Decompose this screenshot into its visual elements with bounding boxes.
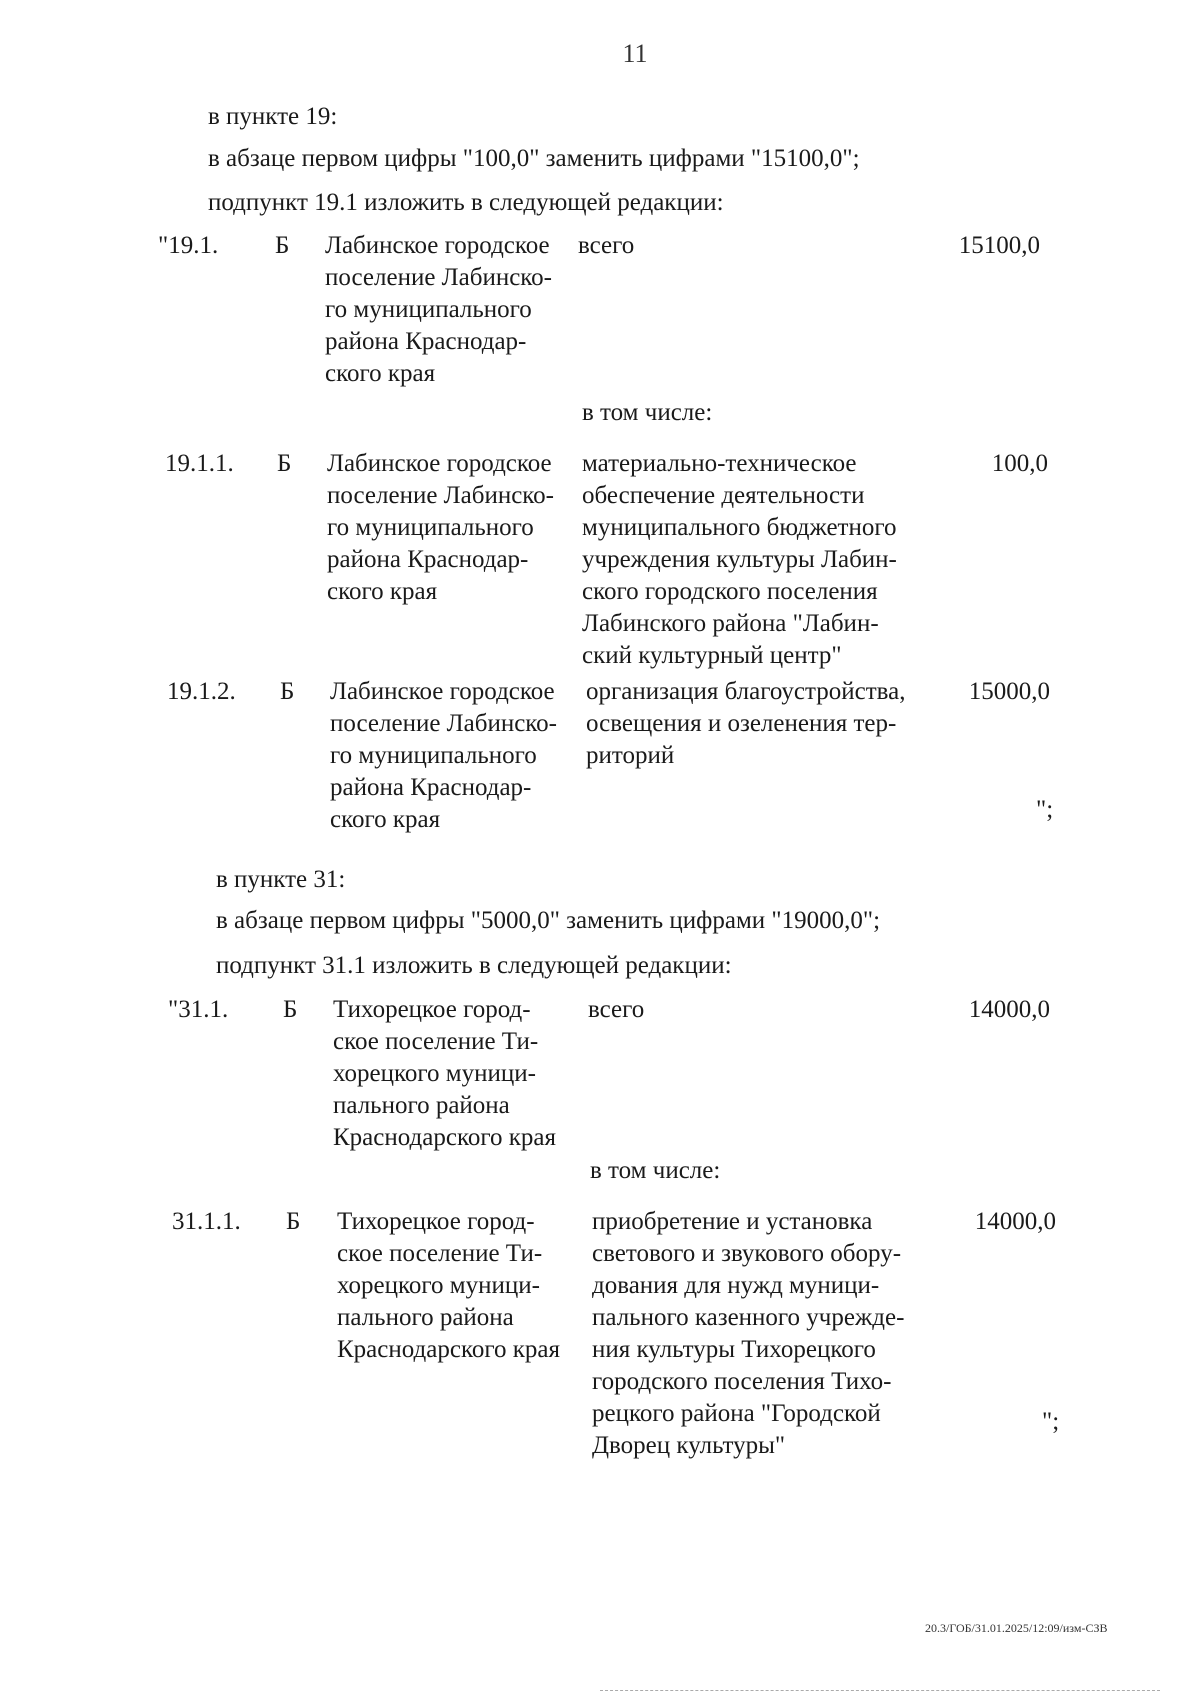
section-heading: в пункте 31:: [216, 866, 346, 893]
recipient-line: го муниципального: [327, 514, 534, 541]
recipient-line: пального района: [333, 1092, 510, 1119]
section-heading: в пункте 19:: [208, 103, 338, 130]
purpose-line: ского городского поселения: [582, 578, 878, 605]
row-purpose: [586, 676, 916, 772]
recipient-line: Тихорецкое город-: [333, 996, 531, 1023]
purpose-line: всего: [578, 232, 635, 259]
purpose-line: муниципального бюджетного: [582, 514, 897, 541]
recipient-line: ское поселение Ти-: [333, 1028, 539, 1055]
recipient-line: поселение Лабинско-: [325, 264, 553, 291]
purpose-line: риторий: [586, 742, 675, 769]
recipient-line: го муниципального: [325, 296, 532, 323]
section-paragraph: подпункт 31.1 изложить в следующей редакции:: [216, 952, 732, 979]
recipient-line: го муниципального: [330, 742, 537, 769]
row-number: 19.1.2.: [167, 678, 236, 705]
row-category: Б: [275, 232, 290, 259]
recipient-line: хорецкого муници-: [337, 1272, 540, 1299]
purpose-line: материально-техническое: [582, 450, 857, 477]
recipient-line: поселение Лабинско-: [327, 482, 555, 509]
recipient-line: ского края: [330, 806, 441, 833]
scan-artifact-line: [600, 1690, 1160, 1692]
recipient-line: пального района: [337, 1304, 514, 1331]
subheader-including: в том числе:: [590, 1157, 721, 1184]
recipient-line: Лабинское городское: [327, 450, 552, 477]
purpose-line: организация благоустройства,: [586, 678, 906, 705]
row-purpose: [582, 448, 912, 672]
row-purpose: [578, 230, 918, 262]
recipient-line: района Краснодар-: [325, 328, 527, 355]
recipient-line: Тихорецкое город-: [337, 1208, 535, 1235]
page-number: 11: [622, 39, 648, 68]
purpose-line: ский культурный центр": [582, 642, 842, 669]
purpose-line: приобретение и установка: [592, 1208, 873, 1235]
recipient-line: Краснодарского края: [337, 1336, 560, 1363]
recipient-line: ского края: [327, 578, 438, 605]
recipient-line: ское поселение Ти-: [337, 1240, 543, 1267]
closing-quote: ";: [1042, 1408, 1060, 1435]
section-paragraph: подпункт 19.1 изложить в следующей редакции:: [208, 189, 724, 216]
purpose-line: Лабинского района "Лабин-: [582, 610, 879, 637]
section-paragraph: в абзаце первом цифры "100,0" заменить цифрами "15100,0";: [208, 145, 860, 172]
row-number: 31.1.1.: [172, 1208, 241, 1235]
row-amount: 15000,0: [968, 678, 1050, 705]
row-amount: 15100,0: [958, 232, 1040, 259]
recipient-line: поселение Лабинско-: [330, 710, 558, 737]
row-amount: 14000,0: [968, 996, 1050, 1023]
purpose-line: освещения и озеленения тер-: [586, 710, 897, 737]
purpose-line: Дворец культуры": [592, 1432, 786, 1459]
section-paragraph: в абзаце первом цифры "5000,0" заменить цифрами "19000,0";: [216, 907, 881, 934]
recipient-line: Лабинское городское: [325, 232, 550, 259]
row-number: "19.1.: [158, 232, 219, 259]
row-category: Б: [283, 996, 298, 1023]
recipient-line: ского края: [325, 360, 436, 387]
row-recipient: [333, 994, 578, 1154]
document-code: 20.3/ГОБ/31.01.2025/12:09/изм-СЗВ: [925, 1621, 1108, 1635]
row-number: "31.1.: [168, 996, 229, 1023]
purpose-line: учреждения культуры Лабин-: [582, 546, 897, 573]
row-category: Б: [277, 450, 292, 477]
row-purpose: [588, 994, 928, 1026]
purpose-line: всего: [588, 996, 645, 1023]
purpose-line: городского поселения Тихо-: [592, 1368, 892, 1395]
purpose-line: рецкого района "Городской: [592, 1400, 881, 1427]
recipient-line: района Краснодар-: [327, 546, 529, 573]
recipient-line: хорецкого муници-: [333, 1060, 536, 1087]
purpose-line: светового и звукового обору-: [592, 1240, 902, 1267]
row-category: Б: [286, 1208, 301, 1235]
row-recipient: [337, 1206, 582, 1366]
purpose-line: ния культуры Тихорецкого: [592, 1336, 876, 1363]
row-recipient: [327, 448, 572, 608]
row-recipient: [330, 676, 575, 836]
row-amount: 100,0: [991, 450, 1048, 477]
row-category: Б: [280, 678, 295, 705]
recipient-line: Лабинское городское: [330, 678, 555, 705]
purpose-line: дования для нужд муници-: [592, 1272, 880, 1299]
purpose-line: обеспечение деятельности: [582, 482, 865, 509]
subheader-including: в том числе:: [582, 399, 713, 426]
recipient-line: Краснодарского края: [333, 1124, 556, 1151]
closing-quote: ";: [1036, 796, 1054, 823]
purpose-line: пального казенного учрежде-: [592, 1304, 905, 1331]
row-number: 19.1.1.: [165, 450, 234, 477]
recipient-line: района Краснодар-: [330, 774, 532, 801]
row-amount: 14000,0: [974, 1208, 1056, 1235]
row-recipient: [325, 230, 570, 390]
row-purpose: [592, 1206, 922, 1462]
